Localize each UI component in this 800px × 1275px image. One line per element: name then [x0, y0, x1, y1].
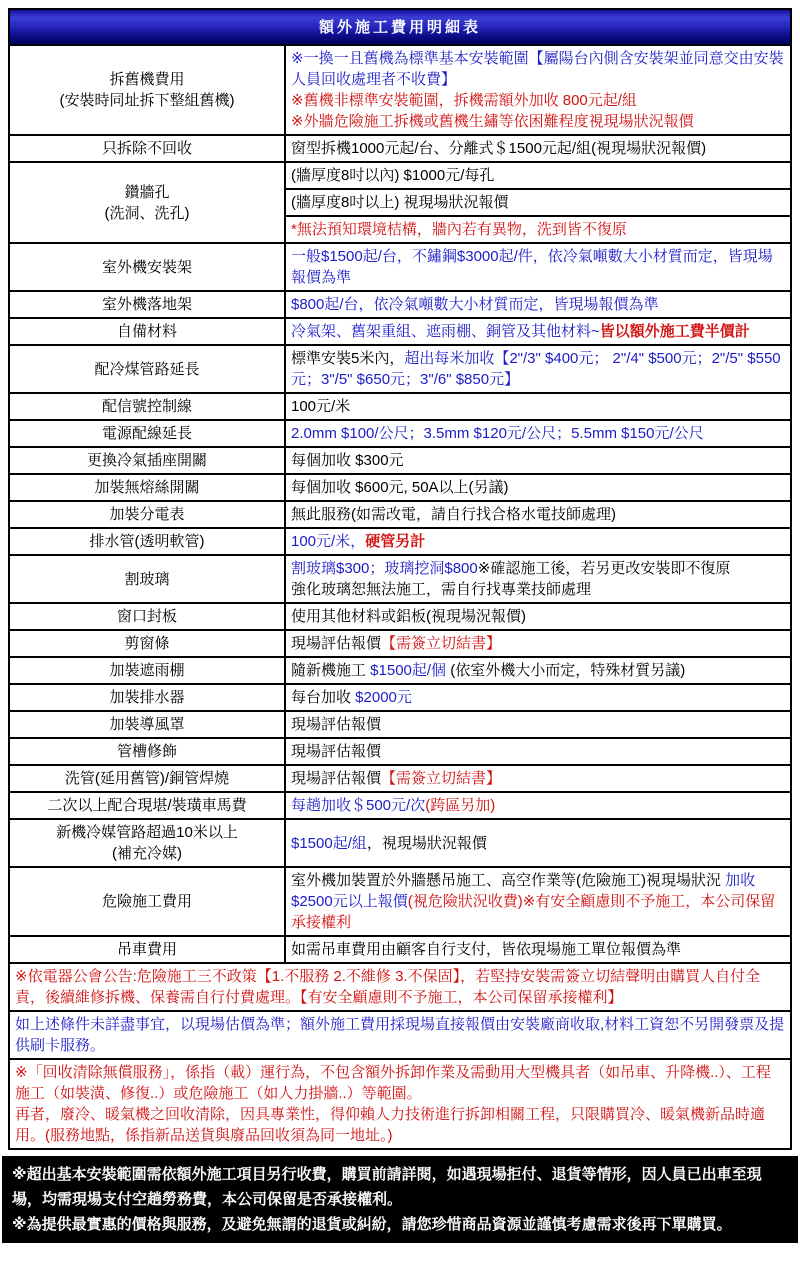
- row-label-cell: [9, 447, 285, 474]
- text-segment: 現場評估報價: [291, 770, 382, 787]
- row-label-line: 加裝無熔絲開關: [94, 479, 200, 496]
- row-value-cell: [285, 501, 791, 528]
- footer-row: [9, 1059, 791, 1149]
- text-line: [291, 450, 785, 471]
- row-label-line: 吊車費用: [116, 941, 177, 958]
- text-line: [291, 870, 785, 933]
- row-label-cell: [9, 243, 285, 291]
- row-label-cell: [9, 318, 285, 345]
- table-row: [9, 738, 791, 765]
- footer-row: [9, 1011, 791, 1059]
- table-row: [9, 135, 791, 162]
- text-segment: 如上述條件未詳盡事宜，以現場估價為準；額外施工費用採現場直接報價由安裝廠商收取,材料工資恕不另開發票及提供刷卡服務。: [15, 1016, 785, 1054]
- row-label-cell: [9, 603, 285, 630]
- text-segment: ※為提供最實惠的價格與服務，及避免無謂的退貨或糾紛，請您珍惜商品資源並謹慎考慮需求後再下單購買。: [12, 1216, 732, 1233]
- row-label-line: 危險施工費用: [101, 893, 192, 910]
- row-value-cell: [285, 792, 791, 819]
- text-segment: 加收$2500元以上報價: [291, 872, 756, 910]
- text-line: [291, 939, 785, 960]
- row-label-line: 新機冷媒管路超過10米以上: [56, 824, 238, 841]
- text-segment: ※外牆危險施工拆機或舊機生鏽等依困難程度視現場狀況報價: [291, 113, 694, 130]
- row-label-cell: [9, 819, 285, 867]
- row-label-cell: [9, 528, 285, 555]
- text-segment: 皆以額外施工費半價計: [599, 323, 750, 340]
- row-label-line: 自備材料: [116, 323, 177, 340]
- row-label-line: 拆舊機費用: [109, 71, 185, 88]
- text-line: [291, 192, 785, 213]
- text-segment: 標準安裝5米內，: [291, 350, 405, 367]
- row-label-line: 割玻璃: [124, 570, 170, 588]
- row-label-cell: [9, 135, 285, 162]
- text-segment: 現場評估報價: [291, 716, 382, 733]
- text-segment: (跨區另加): [425, 797, 496, 814]
- row-label-line: (安裝時同址拆下整組舊機): [59, 92, 235, 109]
- row-value-cell: [285, 630, 791, 657]
- title-row: [9, 9, 791, 45]
- text-segment: 現場評估報價: [291, 743, 382, 760]
- row-value-cell: [285, 555, 791, 603]
- text-segment: 強化玻璃恕無法施工，需自行找專業技師處理: [291, 581, 592, 598]
- row-label-line: 管槽修飾: [116, 743, 177, 760]
- text-segment: 隨新機施工: [291, 662, 371, 679]
- row-label-cell: [9, 765, 285, 792]
- row-value-cell: [285, 216, 791, 243]
- text-line: [291, 833, 785, 854]
- row-value-cell: [285, 162, 791, 189]
- table-row: [9, 474, 791, 501]
- table-row: [9, 345, 791, 393]
- table-row: [9, 684, 791, 711]
- text-line: [291, 579, 785, 600]
- text-segment: (牆厚度8吋以上) 視現場狀況報價: [291, 194, 509, 211]
- text-line: [291, 558, 785, 579]
- row-label-line: 鑽牆孔: [124, 183, 170, 201]
- table-row: [9, 603, 791, 630]
- row-label-cell: [9, 684, 285, 711]
- bottom-notice-line: [12, 1212, 788, 1237]
- text-line: [291, 687, 785, 708]
- table-row: [9, 555, 791, 603]
- text-segment: ※舊機非標準安裝範圍，拆機需額外加收 800元起/組: [291, 92, 637, 109]
- text-segment: 無此服務(如需改電，請自行找合格水電技師處理): [291, 506, 616, 523]
- text-segment: ※一換一且舊機為標準基本安裝範圍【屬陽台內側含安裝架並同意交由安裝人員回收處理者不收費】: [291, 50, 784, 88]
- text-line: [291, 606, 785, 627]
- row-value-cell: [285, 474, 791, 501]
- table-row: [9, 162, 791, 189]
- text-line: [291, 531, 785, 552]
- row-label-line: 配冷煤管路延長: [94, 360, 200, 378]
- row-label-cell: [9, 162, 285, 243]
- row-label-cell: [9, 738, 285, 765]
- row-value-cell: [285, 135, 791, 162]
- row-label-cell: [9, 630, 285, 657]
- text-segment: $800起/台，依冷氣噸數大小材質而定，皆現場報價為準: [291, 296, 659, 313]
- table-row: [9, 45, 791, 135]
- text-segment: $1500起/個: [370, 662, 447, 679]
- table-row: [9, 447, 791, 474]
- text-segment: ※確認施工後，若另更改安裝即不復原: [477, 560, 731, 577]
- text-segment: ※依電器公會公告:危險施工三不政策【1.不服務 2.不維修 3.不保固】，若堅持安裝需簽立切結聲明由購買人自付全責，後續維修拆機、保養需自行付費處理。【有安全顧慮則不予施工，本公司保留承接權利】: [15, 968, 761, 1006]
- text-segment: ，視現場狀況報價: [366, 834, 487, 852]
- row-value-cell: [285, 447, 791, 474]
- row-value-cell: [285, 291, 791, 318]
- row-label-cell: [9, 291, 285, 318]
- text-line: [291, 477, 785, 498]
- row-value-cell: [285, 189, 791, 216]
- row-value-cell: [285, 345, 791, 393]
- row-value-cell: [285, 318, 791, 345]
- text-line: [291, 768, 785, 789]
- table-row: [9, 291, 791, 318]
- row-label-line: 加裝導風罩: [109, 716, 185, 733]
- text-segment: 硬管另計: [365, 533, 426, 550]
- text-line: [291, 714, 785, 735]
- row-value-cell: [285, 765, 791, 792]
- text-segment: 窗型拆機1000元起/台、分離式＄1500元起/組(視現場狀況報價): [291, 140, 707, 157]
- text-segment: 每趟加收＄500元/次: [291, 797, 426, 814]
- page-title-text: 額外施工費用明細表: [318, 18, 481, 36]
- text-segment: 冷氣架、舊架重組、遮雨棚、銅管及其他材料~: [291, 323, 600, 340]
- row-value-cell: [285, 243, 791, 291]
- bottom-notice-box: [2, 1156, 798, 1243]
- row-label-line: 排水管(透明軟管): [89, 533, 205, 550]
- table-row: [9, 819, 791, 867]
- row-label-line: 加裝排水器: [109, 689, 185, 706]
- table-row: [9, 936, 791, 963]
- row-value-cell: [285, 420, 791, 447]
- text-line: [291, 165, 785, 186]
- text-line: [291, 504, 785, 525]
- row-label-cell: [9, 45, 285, 135]
- row-label-line: 窗口封板: [116, 608, 177, 625]
- text-line: [291, 795, 785, 816]
- row-label-line: 二次以上配合現堪/裝璜車馬費: [47, 797, 247, 814]
- row-value-cell: [285, 528, 791, 555]
- text-segment: 每個加收 $300元: [291, 452, 404, 469]
- text-segment: (依室外機大小而定，特殊材質另議): [446, 662, 686, 679]
- table-row: [9, 501, 791, 528]
- row-label-cell: [9, 393, 285, 420]
- row-label-cell: [9, 420, 285, 447]
- row-value-cell: [285, 819, 791, 867]
- text-segment: $2000元: [355, 689, 412, 706]
- table-row: [9, 792, 791, 819]
- footer-association-notice: [9, 963, 791, 1011]
- footer-recycle-notice: [9, 1059, 791, 1149]
- row-value-cell: [285, 657, 791, 684]
- row-label-line: 只拆除不回收: [101, 140, 192, 157]
- row-label-line: 配信號控制線: [101, 398, 192, 415]
- bottom-notice-line: [12, 1162, 788, 1212]
- row-value-cell: [285, 711, 791, 738]
- row-label-cell: [9, 474, 285, 501]
- table-row: [9, 393, 791, 420]
- table-row: [9, 765, 791, 792]
- text-line: [15, 1104, 785, 1146]
- row-label-cell: [9, 555, 285, 603]
- text-segment: $1500起/組: [291, 834, 367, 852]
- text-line: [15, 1062, 785, 1104]
- text-segment: 100元/米，: [291, 533, 366, 550]
- text-segment: 【需簽立切結書】: [381, 635, 502, 652]
- text-line: [291, 321, 785, 342]
- text-segment: 如需吊車費用由顧客自行支付，皆依現場施工單位報價為準: [291, 941, 682, 958]
- text-segment: 室外機加裝置於外牆懸吊施工、高空作業等(危險施工)視現場狀況: [291, 872, 726, 889]
- text-segment: 2.0mm $100/公尺；3.5mm $120元/公尺；5.5mm $150元/公尺: [291, 425, 704, 442]
- row-label-line: 室外機落地架: [101, 296, 192, 313]
- row-value-cell: [285, 936, 791, 963]
- text-segment: 每台加收: [291, 689, 356, 706]
- row-label-cell: [9, 936, 285, 963]
- text-line: [291, 741, 785, 762]
- text-line: [291, 633, 785, 654]
- row-label-line: 電源配線延長: [101, 425, 192, 442]
- text-line: [15, 966, 785, 1008]
- row-value-cell: [285, 393, 791, 420]
- text-line: [291, 90, 785, 111]
- text-segment: (視危險狀況收費)※有安全顧慮則不予施工，本公司保留承接權利: [291, 893, 776, 931]
- text-line: [291, 423, 785, 444]
- row-label-line: (洗洞、洗孔): [104, 204, 190, 222]
- text-segment: *無法預知環境桔構，牆內若有異物，洗到皆不復原: [291, 221, 627, 238]
- text-line: [291, 396, 785, 417]
- text-segment: 再者，廢冷、暖氣機之回收清除，因具專業性，得仰賴人力技術進行拆卸相關工程，只限購買冷、暖氣機新品時適用。(服務地點，係指新品送貨與廢品回收須為同一地址。): [15, 1106, 766, 1144]
- table-row: [9, 318, 791, 345]
- row-value-cell: [285, 738, 791, 765]
- page-title: [9, 9, 791, 45]
- text-segment: 超出每米加收【2"/3" $400元； 2"/4" $500元；2"/5" $550元；3"/5" $650元；3"/6" $850元】: [291, 350, 781, 388]
- text-segment: 割玻璃$300；玻璃挖洞$800: [291, 560, 478, 577]
- table-row: [9, 711, 791, 738]
- table-row: [9, 243, 791, 291]
- row-label-line: (補充冷媒): [112, 845, 182, 862]
- text-segment: 每個加收 $600元, 50A以上(另議): [291, 479, 509, 496]
- row-value-cell: [285, 45, 791, 135]
- table-row: [9, 630, 791, 657]
- row-label-cell: [9, 792, 285, 819]
- row-label-line: 更換冷氣插座開關: [86, 452, 207, 469]
- text-line: [291, 111, 785, 132]
- row-label-line: 加裝遮雨棚: [109, 662, 185, 679]
- row-value-cell: [285, 867, 791, 936]
- text-line: [291, 219, 785, 240]
- text-line: [15, 1014, 785, 1056]
- text-segment: 【需簽立切結書】: [381, 770, 502, 787]
- text-segment: 使用其他材料或鋁板(視現場況報價): [291, 608, 526, 625]
- table-row: [9, 528, 791, 555]
- text-line: [291, 348, 785, 390]
- table-row: [9, 657, 791, 684]
- row-value-cell: [285, 684, 791, 711]
- row-label-line: 加裝分電表: [109, 506, 185, 523]
- row-label-line: 室外機安裝架: [101, 258, 192, 276]
- text-line: [291, 294, 785, 315]
- text-line: [291, 48, 785, 90]
- footer-estimate-notice: [9, 1011, 791, 1059]
- table-row: [9, 867, 791, 936]
- row-value-cell: [285, 603, 791, 630]
- text-segment: 現場評估報價: [291, 635, 382, 652]
- row-label-cell: [9, 711, 285, 738]
- text-segment: 100元/米: [291, 398, 351, 415]
- text-segment: ※「回收清除無償服務」，係指（載）運行為，不包含額外拆卸作業及需動用大型機具者（如吊車、升降機..）、工程施工（如裝潢、修復..）或危險施工（如人力掛牆..）等範圍。: [15, 1064, 771, 1102]
- row-label-line: 剪窗條: [124, 635, 170, 652]
- fee-table-body: [9, 9, 791, 1149]
- row-label-line: 洗管(延用舊管)/銅管焊燒: [64, 770, 230, 787]
- fee-table: [8, 8, 792, 1150]
- row-label-cell: [9, 501, 285, 528]
- text-segment: 一般$1500起/台，不鏽鋼$3000起/件，依冷氣噸數大小材質而定，皆現場報價為準: [291, 248, 773, 286]
- text-segment: ※超出基本安裝範圍需依額外施工項目另行收費，購買前請詳閱，如遇現場拒付、退貨等情形，因人員已出車至現場，均需現場支付空趟勞務費，本公司保留是否承接權利。: [12, 1166, 762, 1208]
- text-line: [291, 246, 785, 288]
- text-line: [291, 138, 785, 159]
- row-label-cell: [9, 345, 285, 393]
- footer-row: [9, 963, 791, 1011]
- table-row: [9, 420, 791, 447]
- text-segment: (牆厚度8吋以內) $1000元/每孔: [291, 167, 495, 184]
- row-label-cell: [9, 867, 285, 936]
- row-label-cell: [9, 657, 285, 684]
- text-line: [291, 660, 785, 681]
